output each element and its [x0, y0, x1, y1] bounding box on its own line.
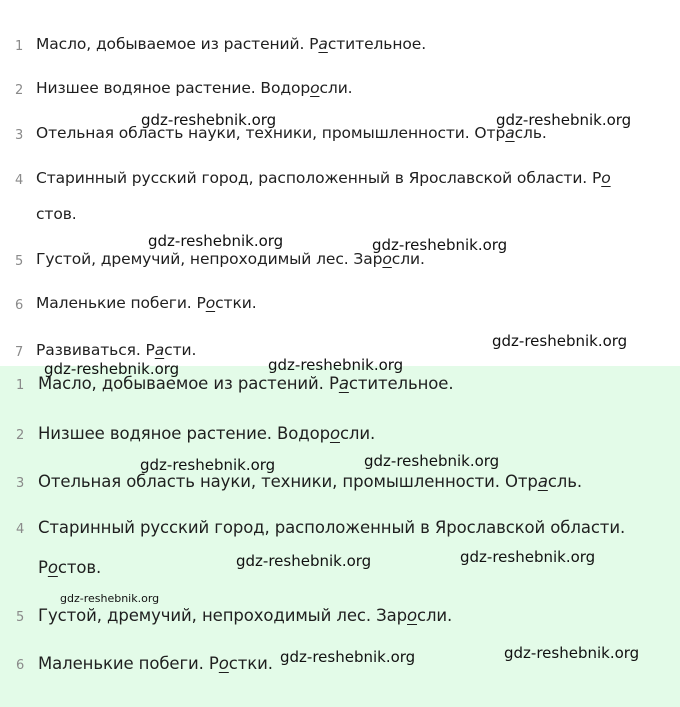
item-text: Отельная область науки, техники, промышленности. Отрасль.: [36, 124, 547, 142]
stressed-vowel: а: [338, 374, 349, 393]
item-number: 6: [16, 658, 25, 673]
item-number: 4: [15, 173, 24, 188]
stressed-vowel: а: [154, 341, 165, 359]
stressed-vowel: о: [47, 558, 58, 577]
stressed-vowel: а: [537, 472, 548, 491]
watermark: gdz-reshebnik.org: [60, 592, 160, 605]
item-number: 4: [16, 522, 25, 537]
stressed-vowel: а: [318, 35, 328, 53]
stressed-vowel: а: [505, 124, 515, 142]
item-text-line2: Ростов.: [38, 558, 102, 577]
item-text: Старинный русский город, расположенный в Ярославской области. Ро: [36, 169, 611, 187]
watermark: gdz-reshebnik.org: [504, 644, 640, 662]
watermark: gdz-reshebnik.org: [364, 452, 500, 470]
list-item: [0, 35, 680, 65]
stressed-vowel: о: [329, 424, 340, 443]
item-text: Маленькие побеги. Ростки.: [38, 654, 273, 673]
item-number: 1: [15, 39, 24, 54]
item-text: Масло, добываемое из растений. Растительное.: [38, 374, 454, 393]
item-text: Масло, добываемое из растений. Растительное.: [36, 35, 427, 53]
item-number: 3: [15, 128, 24, 143]
stressed-vowel: о: [382, 250, 392, 268]
list-item: [0, 294, 680, 324]
stressed-vowel: о: [218, 654, 229, 673]
item-text: Развиваться. Расти.: [36, 341, 197, 359]
watermark: gdz-reshebnik.org: [280, 648, 416, 666]
watermark: gdz-reshebnik.org: [148, 232, 284, 250]
item-text: Густой, дремучий, непроходимый лес. Заросли.: [38, 606, 453, 625]
watermark: gdz-reshebnik.org: [44, 360, 180, 378]
watermark: gdz-reshebnik.org: [268, 356, 404, 374]
stressed-vowel: о: [407, 606, 418, 625]
item-number: 1: [16, 378, 25, 393]
watermark: gdz-reshebnik.org: [236, 552, 372, 570]
list-item: [0, 518, 680, 548]
watermark: gdz-reshebnik.org: [496, 111, 632, 129]
item-text: Низшее водяное растение. Водоросли.: [36, 79, 353, 97]
watermark: gdz-reshebnik.org: [140, 456, 276, 474]
list-item: [0, 79, 680, 109]
list-item: [0, 374, 680, 404]
watermark: gdz-reshebnik.org: [492, 332, 628, 350]
stressed-vowel: о: [205, 294, 216, 312]
item-number: 2: [16, 428, 25, 443]
watermark: gdz-reshebnik.org: [141, 111, 277, 129]
item-text: Отельная область науки, техники, промышленности. Отрасль.: [38, 472, 583, 491]
list-item: [0, 472, 680, 502]
list-item: [0, 169, 680, 199]
watermark: gdz-reshebnik.org: [460, 548, 596, 566]
item-number: 2: [15, 83, 24, 98]
list-item-continuation: [0, 205, 680, 235]
item-number: 5: [15, 254, 24, 269]
item-number: 7: [15, 345, 24, 360]
item-number: 6: [15, 298, 24, 313]
stressed-vowel: о: [310, 79, 320, 97]
item-text: Густой, дремучий, непроходимый лес. Заросли.: [36, 250, 425, 268]
watermark: gdz-reshebnik.org: [372, 236, 508, 254]
list-item: [0, 606, 680, 636]
item-number: 3: [16, 476, 25, 491]
item-text-line2: стов.: [36, 205, 77, 223]
item-text: Маленькие побеги. Ростки.: [36, 294, 257, 312]
stressed-vowel: о: [601, 169, 611, 187]
list-item: [0, 250, 680, 280]
list-item: [0, 424, 680, 454]
item-number: 5: [16, 610, 25, 625]
item-text: Низшее водяное растение. Водоросли.: [38, 424, 376, 443]
item-text: Старинный русский город, расположенный в Ярославской области.: [38, 518, 626, 537]
